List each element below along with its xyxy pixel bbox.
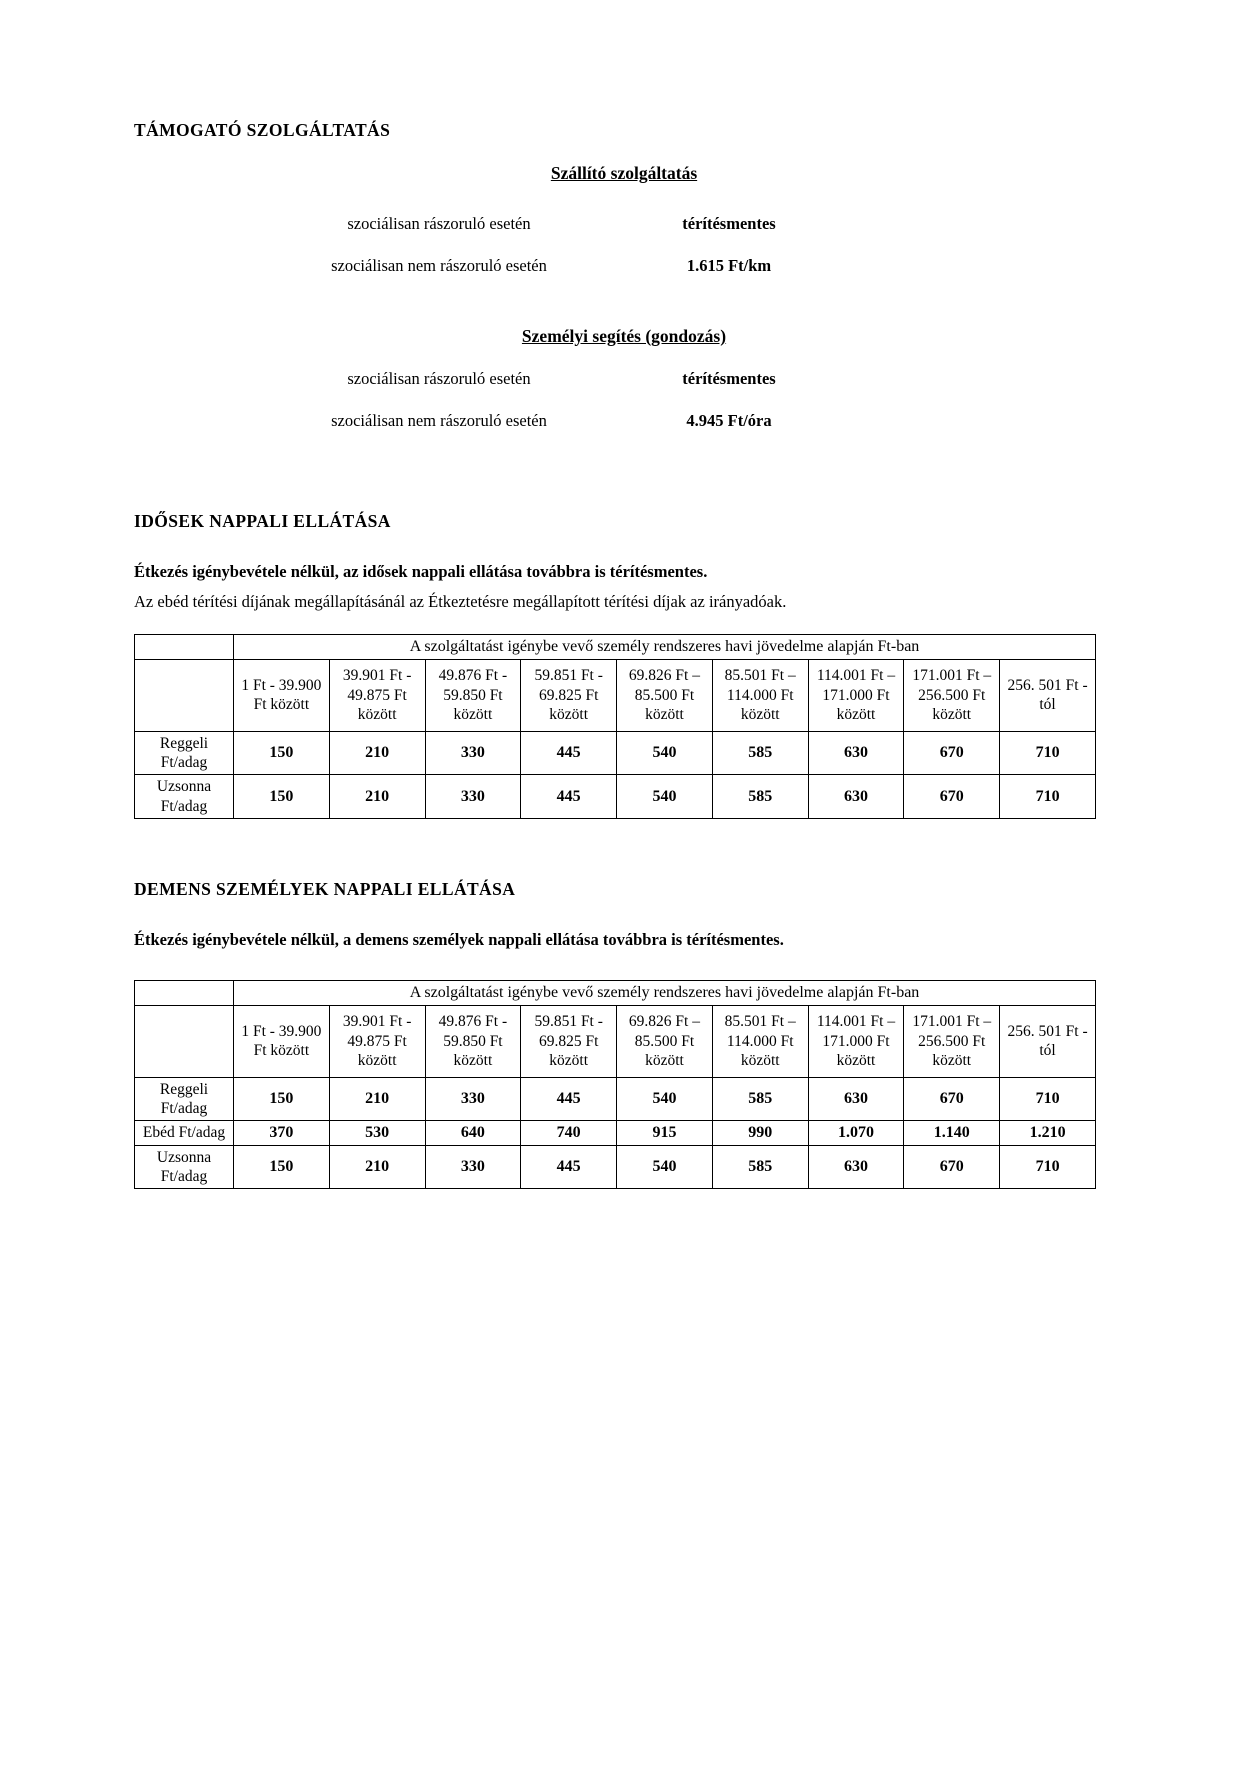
income-band: 256. 501 Ft - tól bbox=[1000, 660, 1096, 732]
rate-value: 670 bbox=[904, 775, 1000, 819]
fee-value: 1.615 Ft/km bbox=[686, 256, 772, 275]
rate-value: 640 bbox=[425, 1121, 521, 1145]
row-label: Uzsonna Ft/adag bbox=[135, 1145, 234, 1189]
table-span-header: A szolgáltatást igénybe vevő személy rendszeres havi jövedelme alapján Ft-ban bbox=[234, 635, 1096, 660]
section-title-dementia: DEMENS SZEMÉLYEK NAPPALI ELLÁTÁSA bbox=[134, 879, 516, 900]
rate-value: 210 bbox=[329, 1145, 425, 1189]
elderly-rate-table bbox=[134, 634, 1096, 819]
rate-value: 540 bbox=[617, 1077, 713, 1121]
fee-label: szociálisan nem rászoruló esetén bbox=[331, 411, 547, 430]
row-label: Reggeli Ft/adag bbox=[135, 731, 234, 775]
rate-value: 530 bbox=[329, 1121, 425, 1145]
table-corner-cell bbox=[135, 1006, 234, 1078]
rate-value: 210 bbox=[329, 1077, 425, 1121]
table-corner-cell bbox=[135, 981, 234, 1006]
rate-value: 150 bbox=[234, 1145, 330, 1189]
elderly-note-plain: Az ebéd térítési díjának megállapításánál az Étkeztetésre megállapított térítési díjak az irányadóak. bbox=[134, 592, 787, 611]
row-label: Reggeli Ft/adag bbox=[135, 1077, 234, 1121]
row-label: Uzsonna Ft/adag bbox=[135, 775, 234, 819]
table-corner-cell bbox=[135, 635, 234, 660]
rate-value: 710 bbox=[1000, 731, 1096, 775]
rate-value: 670 bbox=[904, 1077, 1000, 1121]
table-row bbox=[135, 731, 1096, 775]
rate-value: 445 bbox=[521, 731, 617, 775]
rate-value: 740 bbox=[521, 1121, 617, 1145]
rate-value: 445 bbox=[521, 775, 617, 819]
document-content bbox=[134, 120, 1114, 1189]
row-label: Ebéd Ft/adag bbox=[135, 1121, 234, 1145]
table-span-header: A szolgáltatást igénybe vevő személy rendszeres havi jövedelme alapján Ft-ban bbox=[234, 981, 1096, 1006]
income-band: 85.501 Ft – 114.000 Ft között bbox=[712, 660, 808, 732]
personal-help-heading: Személyi segítés (gondozás) bbox=[521, 326, 727, 346]
rate-value: 445 bbox=[521, 1077, 617, 1121]
income-band: 256. 501 Ft - tól bbox=[1000, 1006, 1096, 1078]
transport-heading: Szállító szolgáltatás bbox=[550, 163, 698, 183]
rate-value: 630 bbox=[808, 1077, 904, 1121]
table-row bbox=[135, 775, 1096, 819]
table-row bbox=[135, 660, 1096, 732]
rate-value: 710 bbox=[1000, 1145, 1096, 1189]
income-band: 69.826 Ft – 85.500 Ft között bbox=[617, 660, 713, 732]
fee-label: szociálisan nem rászoruló esetén bbox=[331, 256, 547, 275]
rate-value: 630 bbox=[808, 1145, 904, 1189]
rate-value: 670 bbox=[904, 731, 1000, 775]
rate-value: 670 bbox=[904, 1145, 1000, 1189]
elderly-note-bold: Étkezés igénybevétele nélkül, az idősek nappali ellátása továbbra is térítésmentes. bbox=[134, 562, 708, 581]
income-band: 114.001 Ft – 171.000 Ft között bbox=[808, 660, 904, 732]
income-band: 69.826 Ft – 85.500 Ft között bbox=[617, 1006, 713, 1078]
rate-value: 150 bbox=[234, 1077, 330, 1121]
rate-value: 445 bbox=[521, 1145, 617, 1189]
fee-label: szociálisan rászoruló esetén bbox=[347, 214, 531, 233]
rate-value: 370 bbox=[234, 1121, 330, 1145]
rate-value: 330 bbox=[425, 1145, 521, 1189]
income-band: 49.876 Ft - 59.850 Ft között bbox=[425, 660, 521, 732]
dementia-rate-table bbox=[134, 980, 1096, 1189]
table-row bbox=[135, 1006, 1096, 1078]
section-title-elderly: IDŐSEK NAPPALI ELLÁTÁSA bbox=[134, 511, 391, 531]
income-band: 1 Ft - 39.900 Ft között bbox=[234, 660, 330, 732]
income-band: 85.501 Ft – 114.000 Ft között bbox=[712, 1006, 808, 1078]
rate-value: 990 bbox=[712, 1121, 808, 1145]
income-band: 59.851 Ft - 69.825 Ft között bbox=[521, 660, 617, 732]
fee-row bbox=[134, 214, 1114, 234]
rate-value: 585 bbox=[712, 1077, 808, 1121]
rate-value: 630 bbox=[808, 775, 904, 819]
rate-value: 540 bbox=[617, 1145, 713, 1189]
rate-value: 710 bbox=[1000, 775, 1096, 819]
income-band: 171.001 Ft – 256.500 Ft között bbox=[904, 660, 1000, 732]
income-band: 171.001 Ft – 256.500 Ft között bbox=[904, 1006, 1000, 1078]
rate-value: 1.140 bbox=[904, 1121, 1000, 1145]
table-row bbox=[135, 1077, 1096, 1121]
fee-value: térítésmentes bbox=[682, 214, 776, 233]
table-corner-cell bbox=[135, 660, 234, 732]
fee-value: térítésmentes bbox=[682, 369, 776, 388]
rate-value: 915 bbox=[617, 1121, 713, 1145]
rate-value: 585 bbox=[712, 1145, 808, 1189]
rate-value: 330 bbox=[425, 775, 521, 819]
rate-value: 540 bbox=[617, 775, 713, 819]
table-row bbox=[135, 981, 1096, 1006]
rate-value: 150 bbox=[234, 731, 330, 775]
rate-value: 330 bbox=[425, 1077, 521, 1121]
table-row bbox=[135, 1121, 1096, 1145]
rate-value: 150 bbox=[234, 775, 330, 819]
income-band: 1 Ft - 39.900 Ft között bbox=[234, 1006, 330, 1078]
rate-value: 1.210 bbox=[1000, 1121, 1096, 1145]
rate-value: 585 bbox=[712, 775, 808, 819]
rate-value: 210 bbox=[329, 731, 425, 775]
rate-value: 210 bbox=[329, 775, 425, 819]
income-band: 114.001 Ft – 171.000 Ft között bbox=[808, 1006, 904, 1078]
rate-value: 1.070 bbox=[808, 1121, 904, 1145]
income-band: 59.851 Ft - 69.825 Ft között bbox=[521, 1006, 617, 1078]
fee-row bbox=[134, 256, 1114, 276]
fee-row bbox=[134, 369, 1114, 389]
table-row bbox=[135, 635, 1096, 660]
income-band: 39.901 Ft - 49.875 Ft között bbox=[329, 660, 425, 732]
rate-value: 540 bbox=[617, 731, 713, 775]
rate-value: 710 bbox=[1000, 1077, 1096, 1121]
fee-label: szociálisan rászoruló esetén bbox=[347, 369, 531, 388]
dementia-note-bold: Étkezés igénybevétele nélkül, a demens személyek nappali ellátása továbbra is térítésmentes. bbox=[134, 930, 784, 950]
table-row bbox=[135, 1145, 1096, 1189]
rate-value: 585 bbox=[712, 731, 808, 775]
income-band: 39.901 Ft - 49.875 Ft között bbox=[329, 1006, 425, 1078]
income-band: 49.876 Ft - 59.850 Ft között bbox=[425, 1006, 521, 1078]
rate-value: 330 bbox=[425, 731, 521, 775]
rate-value: 630 bbox=[808, 731, 904, 775]
page-title: TÁMOGATÓ SZOLGÁLTATÁS bbox=[134, 120, 391, 140]
fee-row bbox=[134, 411, 1114, 431]
fee-value: 4.945 Ft/óra bbox=[686, 411, 772, 430]
